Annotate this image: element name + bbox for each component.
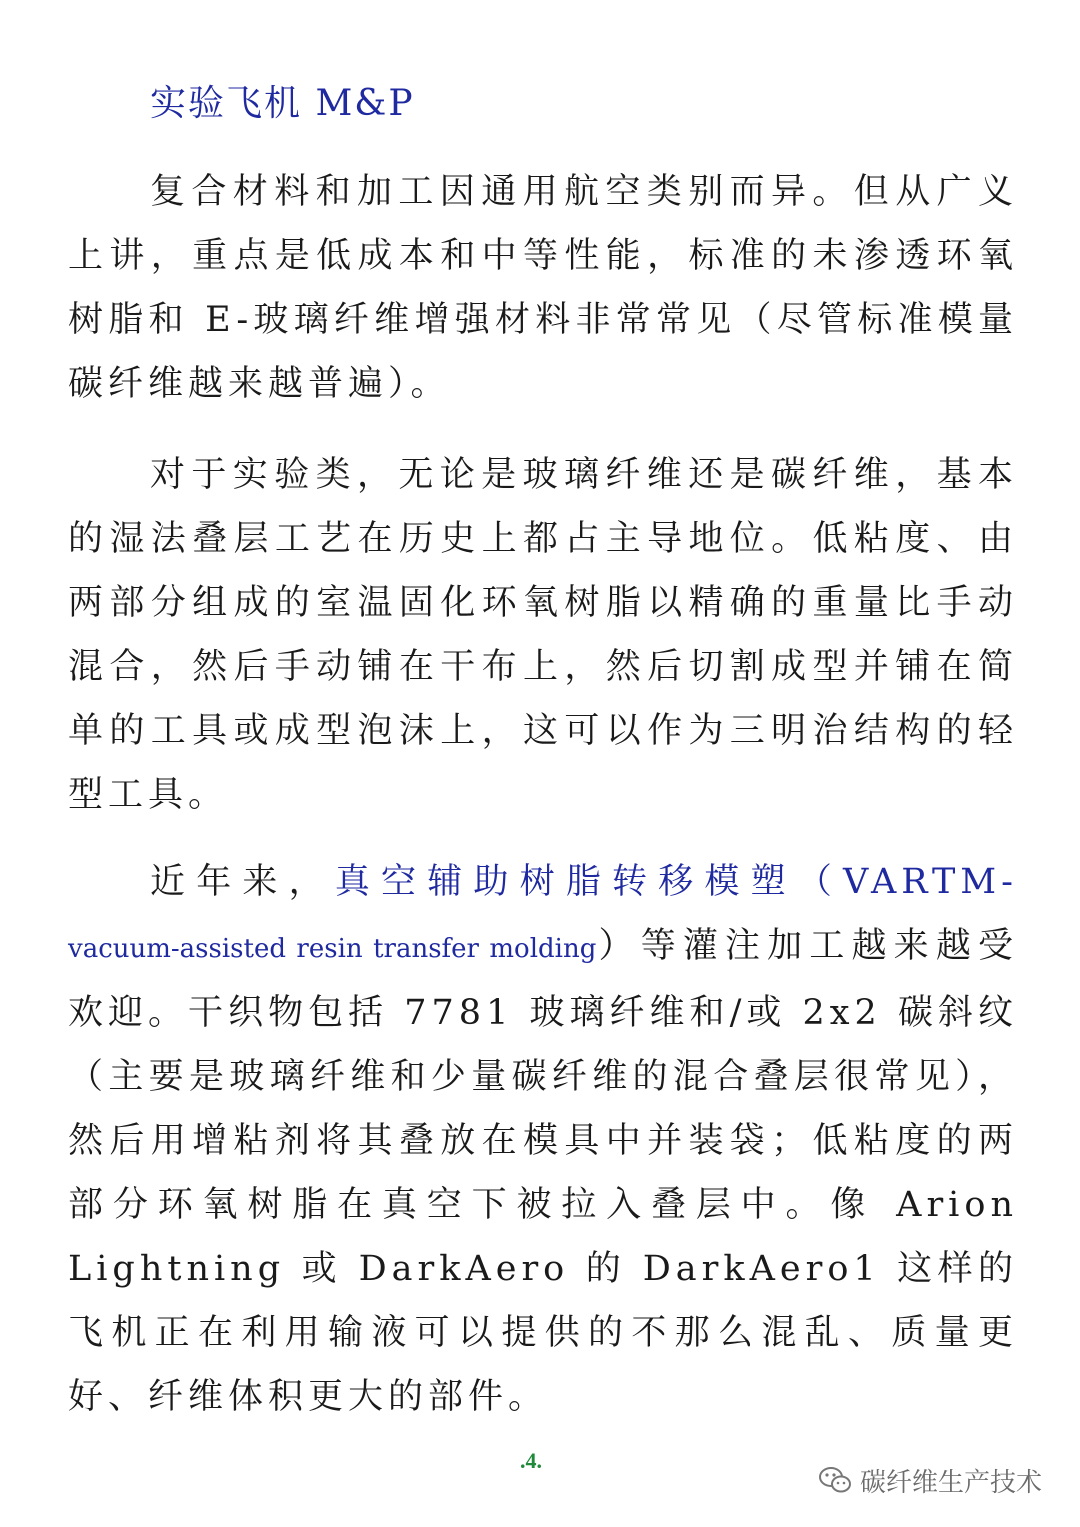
paragraph-3-rest: 等灌注加工越来越受欢迎。干织物包括 7781 玻璃纤维和/或 2x2 碳斜纹（主要是玻璃纤维和少量碳纤维的混合叠层很常见），然后用增粘剂将其叠放在模具中并装袋；低粘度的两部分环氧树脂在真空下被拉入叠层中。像 Arion Lightning 或 DarkAero 的 DarkAero1 这样的飞机正在利用输液可以提供的不那么混乱、质量更好、纤维体积更大的部件。 bbox=[68, 926, 1018, 1417]
page-number: .4. bbox=[520, 1448, 542, 1473]
wechat-icon bbox=[818, 1465, 852, 1495]
abbreviation-expansion: vacuum-assisted resin transfer molding bbox=[68, 934, 597, 964]
paragraph-3 bbox=[68, 850, 1018, 1429]
highlighted-term: 真空辅助树脂转移模塑 bbox=[334, 862, 797, 902]
paragraph-3-lead: 近年来， bbox=[150, 862, 335, 902]
paragraph-1: 复合材料和加工因通用航空类别而异。但从广义上讲，重点是低成本和中等性能，标准的未渗透环氧树脂和 E-玻璃纤维增强材料非常常见（尽管标准模量碳纤维越来越普遍）。 bbox=[68, 172, 1018, 404]
section-heading: 实验飞机 M&P bbox=[150, 83, 415, 124]
abbreviation-close: ） bbox=[596, 926, 641, 966]
watermark-text: 碳纤维生产技术 bbox=[860, 1467, 1043, 1498]
abbreviation-open: （VARTM- bbox=[796, 862, 1018, 902]
paragraph-2: 对于实验类，无论是玻璃纤维还是碳纤维，基本的湿法叠层工艺在历史上都占主导地位。低粘度、由两部分组成的室温固化环氧树脂以精确的重量比手动混合，然后手动铺在干布上，然后切割成型并铺在简单的工具或成型泡沫上，这可以作为三明治结构的轻型工具。 bbox=[68, 455, 1018, 815]
watermark bbox=[818, 1460, 1042, 1500]
